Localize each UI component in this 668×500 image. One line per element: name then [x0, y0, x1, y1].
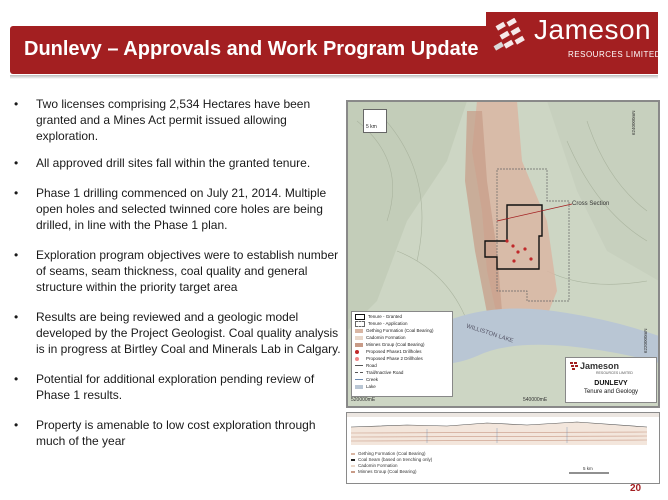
legend-item: Tenure - Granted — [355, 314, 402, 320]
map-legend — [351, 311, 453, 397]
page-number: 20 — [630, 483, 642, 494]
jameson-logo-icon — [569, 361, 579, 371]
bullet-text: Exploration program objectives were to establish number of seams, seam thickness, coal quality and general structure within the priority target area — [36, 248, 339, 294]
bullet-list — [12, 96, 342, 449]
legend-item: Cadomin Formation — [355, 335, 406, 340]
bullet-item: • Results are being reviewed and a geologic model developed by the Project Geologist. Coal quality analysis is in progress at Birtley Coal and Minerals Lab in Calgary. — [14, 310, 341, 356]
map-title-block — [565, 357, 657, 403]
legend-item: Tenure - Application — [355, 321, 408, 327]
bullet-text: All approved drill sites fall within the granted tenure. — [36, 156, 311, 170]
legend-item: Minnes Group (Coal Bearing) — [355, 342, 425, 347]
bullet-item: • Phase 1 drilling commenced on July 21, 2014. Multiple open holes and selected twinned core holes are being drilled, in line with the Phase 1 plan. — [14, 186, 327, 232]
legend-item: Lake — [355, 384, 376, 389]
geology-map — [346, 100, 660, 408]
bullet-text: Results are being reviewed and a geologic model developed by the Project Geologist. Coal quality analysis is in progress at Birtley Coal and Minerals Lab in Calgary. — [36, 310, 341, 356]
easting-right: 540000mE — [523, 397, 548, 403]
bullet-text: Two licenses comprising 2,534 Hectares have been granted and a Mines Act permit issued allowing exploration. — [36, 97, 311, 143]
logo-name: Jameson — [534, 14, 652, 45]
bullet-text: Phase 1 drilling commenced on July 21, 2014. Multiple open holes and selected twinned core holes are being drilled, in line with the Phase 1 plan. — [36, 186, 327, 232]
scale-label: 5 km — [366, 124, 377, 130]
slide-title: Dunlevy – Approvals and Work Program Update — [24, 38, 479, 60]
xsec-legend-item: Minnes Group (Coal Bearing) — [358, 469, 417, 474]
xsec-legend-item: Cadomin Formation — [358, 463, 398, 468]
northing-top: 6240000mN — [631, 110, 636, 135]
header-divider — [10, 75, 658, 79]
lake-label: WILLISTON LAKE — [465, 323, 514, 345]
legend-item: Road — [355, 363, 377, 368]
map-logo-subtitle: RESOURCES LIMITED — [596, 371, 633, 375]
legend-item: Trail/Inactive Road — [355, 370, 403, 375]
logo-subtitle: RESOURCES LIMITED — [568, 50, 661, 59]
xsec-legend-item: Coal Seam (based on trenching only) — [358, 457, 433, 462]
bullet-item: • All approved drill sites fall within the granted tenure. — [14, 156, 311, 170]
cross-section-diagram — [346, 412, 660, 484]
cross-section-label: Cross Section — [572, 201, 610, 207]
northing-bottom: 6220000mN — [643, 328, 648, 353]
north-arrow-scale — [363, 109, 387, 133]
jameson-logo-icon — [492, 18, 532, 58]
xsec-scale-label: 5 km — [583, 466, 593, 471]
legend-item: Creek — [355, 377, 378, 382]
map-logo-name: Jameson — [580, 361, 620, 371]
legend-item: Gething Formation (Coal Bearing) — [355, 328, 434, 333]
bullet-item: • Two licenses comprising 2,534 Hectares have been granted and a Mines Act permit issued allowing exploration. — [14, 97, 311, 143]
easting-left: 520000mE — [351, 397, 376, 403]
bullet-text: Potential for additional exploration pending review of Phase 1 results. — [36, 372, 315, 402]
bullet-text: Property is amenable to low cost exploration through much of the year — [36, 418, 316, 448]
legend-item: Proposed Phase 2 Drillholes — [355, 356, 423, 361]
xsec-legend-item: Gething Formation (Coal Bearing) — [358, 451, 426, 456]
legend-item: Proposed Phase1 Drillholes — [355, 349, 422, 354]
bullet-item: • Property is amenable to low cost exploration through much of the year — [14, 418, 316, 448]
bullet-item: • Exploration program objectives were to establish number of seams, seam thickness, coal quality and general structure within the priority target area — [14, 248, 339, 294]
map-project-name: DUNLEVY — [594, 380, 628, 387]
map-project-subtitle: Tenure and Geology — [583, 389, 639, 395]
bullet-item: • Potential for additional exploration pending review of Phase 1 results. — [14, 372, 315, 402]
header — [0, 0, 668, 82]
